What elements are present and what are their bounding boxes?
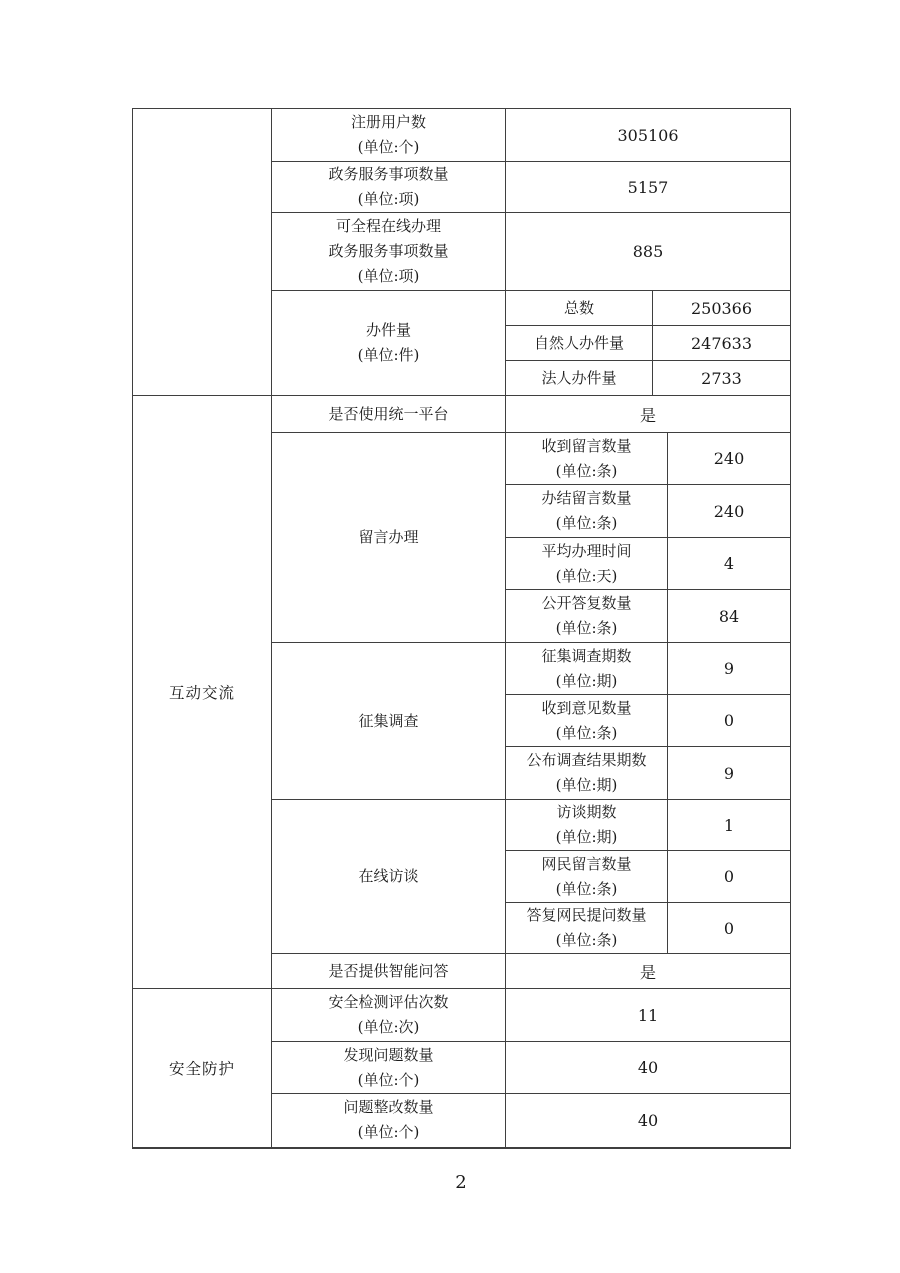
case-volume-label-cell: [272, 291, 506, 396]
case-volume-natural-value: 247633: [653, 326, 791, 361]
message-completed-unit: (单位:条): [555, 514, 618, 532]
problems-found-value: 40: [506, 1042, 791, 1094]
problems-fixed-label: 问题整改数量: [343, 1098, 434, 1117]
problems-found-unit: (单位:个): [357, 1070, 420, 1089]
interview-periods-label-cell: [506, 800, 668, 851]
case-volume-natural-label: 自然人办件量: [506, 326, 653, 361]
opinions-received-value: 0: [668, 695, 791, 747]
survey-periods-label-cell: [506, 643, 668, 695]
message-completed-value: 240: [668, 485, 791, 538]
opinions-received-label: 收到意见数量: [541, 698, 632, 717]
category-cell-interaction: 互动交流: [133, 396, 272, 989]
questions-answered-unit: (单位:条): [555, 931, 618, 949]
service-items-label: 政务服务事项数量: [328, 165, 449, 183]
security-assessment-unit: (单位:次): [357, 1018, 420, 1036]
opinions-received-unit: (单位:条): [555, 723, 618, 742]
public-reply-unit: (单位:条): [555, 619, 618, 637]
message-completed-label-cell: [506, 485, 668, 538]
case-volume-unit: (单位:件): [357, 346, 420, 364]
security-assessment-value: 11: [506, 989, 791, 1042]
case-volume-total-label: 总数: [506, 291, 653, 326]
interview-label: 在线访谈: [272, 800, 506, 954]
report-table: [132, 108, 791, 1149]
registered-users-unit: (单位:个): [357, 138, 420, 156]
message-handling-label: 留言办理: [272, 433, 506, 643]
survey-periods-label: 征集调查期数: [541, 646, 632, 665]
message-received-value: 240: [668, 433, 791, 485]
service-items-value: 5157: [506, 162, 791, 213]
service-items-label-cell: [272, 162, 506, 213]
smart-qa-label: 是否提供智能问答: [272, 954, 506, 989]
page-number: 2: [455, 1172, 467, 1193]
smart-qa-value: 是: [506, 954, 791, 989]
survey-periods-value: 9: [668, 643, 791, 695]
message-received-label-cell: [506, 433, 668, 485]
security-assessment-label-cell: [272, 989, 506, 1042]
questions-answered-label-cell: [506, 903, 668, 954]
full-online-items-value: 885: [506, 213, 791, 291]
netizen-messages-label: 网民留言数量: [541, 854, 632, 873]
public-reply-label: 公开答复数量: [541, 594, 632, 612]
registered-users-label: 注册用户数: [350, 113, 426, 131]
avg-handle-time-unit: (单位:天): [555, 566, 618, 585]
interview-periods-unit: (单位:期): [555, 828, 618, 846]
netizen-messages-unit: (单位:条): [555, 879, 618, 898]
interview-periods-value: 1: [668, 800, 791, 851]
unified-platform-label: 是否使用统一平台: [272, 396, 506, 433]
problems-fixed-label-cell: [272, 1094, 506, 1148]
problems-fixed-value: 40: [506, 1094, 791, 1148]
netizen-messages-label-cell: [506, 851, 668, 903]
questions-answered-value: 0: [668, 903, 791, 954]
registered-users-label-cell: [272, 109, 506, 162]
message-received-unit: (单位:条): [555, 461, 618, 480]
questions-answered-label: 答复网民提问数量: [526, 906, 647, 924]
category-cell-top: [133, 109, 272, 396]
case-volume-label: 办件量: [365, 321, 411, 339]
avg-handle-time-value: 4: [668, 538, 791, 590]
registered-users-value: 305106: [506, 109, 791, 162]
survey-results-value: 9: [668, 747, 791, 800]
public-reply-label-cell: [506, 590, 668, 643]
problems-found-label: 发现问题数量: [343, 1045, 434, 1064]
problems-found-label-cell: [272, 1042, 506, 1094]
full-online-items-label-cell: [272, 213, 506, 291]
full-online-items-unit: (单位:项): [357, 267, 420, 285]
survey-results-label: 公布调查结果期数: [526, 751, 647, 769]
survey-results-unit: (单位:期): [555, 776, 618, 794]
avg-handle-time-label-cell: [506, 538, 668, 590]
case-volume-legal-label: 法人办件量: [506, 361, 653, 396]
avg-handle-time-label: 平均办理时间: [541, 541, 632, 560]
opinions-received-label-cell: [506, 695, 668, 747]
case-volume-total-value: 250366: [653, 291, 791, 326]
service-items-unit: (单位:项): [357, 190, 420, 208]
survey-periods-unit: (单位:期): [555, 671, 618, 690]
message-received-label: 收到留言数量: [541, 436, 632, 455]
public-reply-value: 84: [668, 590, 791, 643]
category-cell-security: 安全防护: [133, 989, 272, 1148]
netizen-messages-value: 0: [668, 851, 791, 903]
survey-label: 征集调查: [272, 643, 506, 800]
full-online-items-label-line2: 政务服务事项数量: [328, 242, 449, 260]
case-volume-legal-value: 2733: [653, 361, 791, 396]
survey-results-label-cell: [506, 747, 668, 800]
unified-platform-value: 是: [506, 396, 791, 433]
full-online-items-label-line1: 可全程在线办理: [335, 217, 441, 235]
problems-fixed-unit: (单位:个): [357, 1123, 420, 1142]
interview-periods-label: 访谈期数: [556, 803, 617, 821]
message-completed-label: 办结留言数量: [541, 489, 632, 507]
security-assessment-label: 安全检测评估次数: [328, 993, 449, 1011]
